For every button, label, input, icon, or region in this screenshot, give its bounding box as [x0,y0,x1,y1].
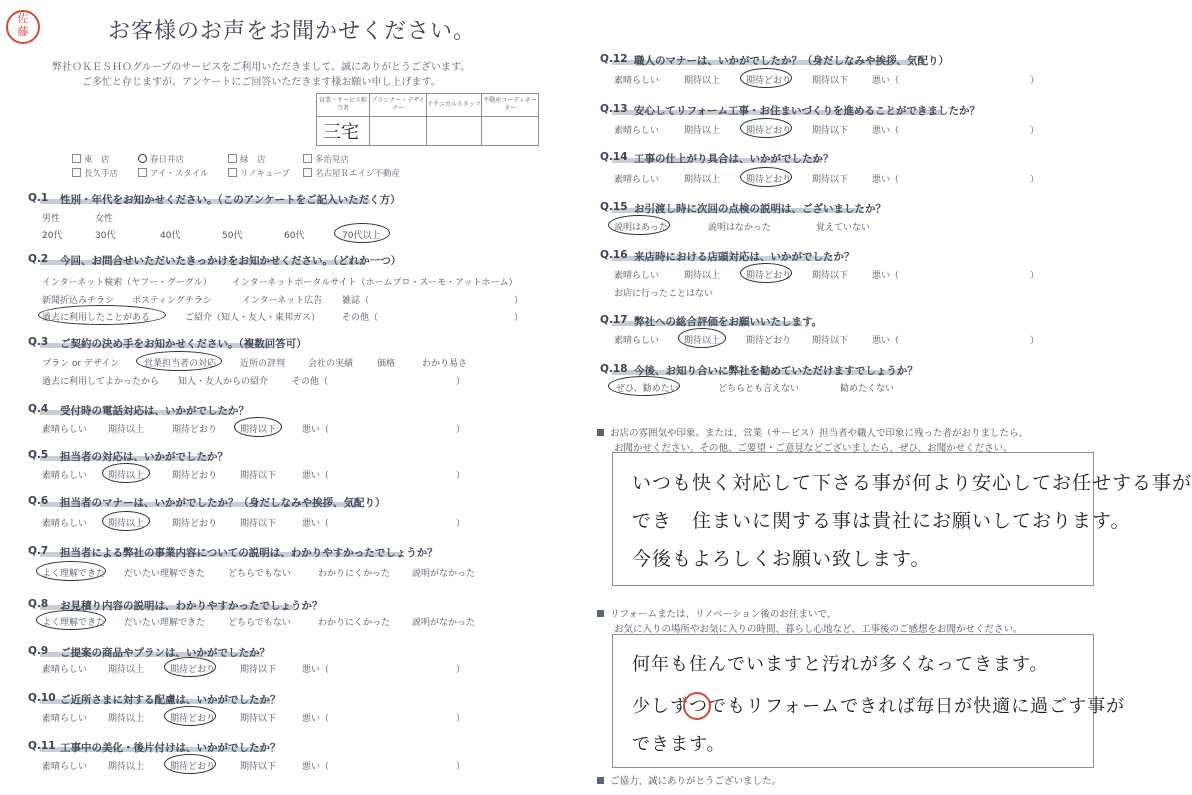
q8-option[interactable]: だいたい理解できた [124,618,206,628]
store-renocube[interactable]: リノキューブ [228,167,290,179]
store-nagakute[interactable]: 長久手店 [72,167,118,179]
q7-option[interactable]: 説明がなかった [412,569,476,579]
q1-option[interactable]: 40代 [160,231,181,241]
selection-circle-icon [38,305,166,325]
q3-option[interactable]: その他（ [292,377,329,387]
q5-option: ） [456,471,466,481]
q13-option[interactable]: 悪い（ [872,126,900,136]
q13-option[interactable]: 期待以上 [684,126,721,136]
q11-option[interactable]: 悪い（ [302,762,330,772]
q16-option[interactable]: 期待以下 [812,271,849,281]
store-midori[interactable]: 緑 店 [228,153,266,165]
q14-option[interactable]: 期待以上 [684,175,721,185]
q12-number: Q.12 [600,53,628,65]
q11-number: Q.11 [28,740,56,752]
q4-option[interactable]: 悪い（ [302,425,330,435]
q5-option[interactable]: 素晴らしい [42,471,88,481]
q4-text: 受付時の電話対応は、いかがでしたか？ [60,405,249,417]
store-istyle[interactable]: アイ・スタイル [138,167,209,179]
q10-option[interactable]: 素晴らしい [42,714,88,724]
q15-option[interactable]: 覚えていない [816,223,871,233]
staff-header-sales: 営業・サービス担当者 [317,94,370,117]
comment1-answer-1: いつも快く対応して下さる事が何より安心してお任せする事が [632,472,1192,494]
bullet-square-icon [597,777,604,784]
staff-header-planner: プランナー・デザイナー [370,94,427,117]
q17-option[interactable]: 素晴らしい [614,336,660,346]
q16-option: ） [1030,271,1040,281]
checkbox-icon [72,154,81,163]
red-circle-mark-icon [683,692,711,720]
q10-option[interactable]: 期待以下 [240,714,277,724]
comment1-answer-2: でき 住まいに関する事は貴社にお願いしております。 [632,510,1131,532]
checkbox-icon [72,168,81,177]
selection-circle-icon [608,376,680,396]
q14-option-selected[interactable]: 期待どおり [746,175,792,185]
q6-text: 担当者のマナーは、いかがでしたか？（身だしなみや挨拶、気配り） [60,497,386,509]
q9-option-selected[interactable]: 期待どおり [170,665,216,675]
q11-text: 工事中の美化・後片付けは、いかがでしたか？ [60,742,281,754]
q17-number: Q.17 [600,314,628,326]
q14-number: Q.14 [600,151,628,163]
q11-option[interactable]: 素晴らしい [42,762,88,772]
q8-option[interactable]: どちらでもない [228,618,291,628]
q11-option[interactable]: 期待以下 [240,762,277,772]
staff-value-sales[interactable]: 三宅 [317,117,370,146]
q9-option[interactable]: 素晴らしい [42,665,88,675]
q8-option-selected[interactable]: よく理解できた [42,618,106,628]
q17-option: ） [1030,336,1040,346]
q12-option: ） [1030,76,1040,86]
q9-option: ） [456,665,466,675]
q13-option-selected[interactable]: 期待どおり [746,126,792,136]
q4-option[interactable]: 期待以上 [108,425,145,435]
store-tajimi[interactable]: 多治見店 [303,153,349,165]
q12-option[interactable]: 期待以下 [812,76,849,86]
q7-option[interactable]: どちらでもない [228,569,291,579]
q5-number: Q.5 [28,449,49,461]
q1-text: 性別・年代をお知かせください。（このアンケートをご記入いただく方） [60,194,401,206]
q10-option-selected[interactable]: 期待どおり [170,714,216,724]
store-east[interactable]: 東 店 [72,153,110,165]
q4-number: Q.4 [28,403,49,415]
q13-number: Q.13 [600,103,628,115]
q8-option[interactable]: わかりにくかった [318,618,391,628]
checked-circle-icon [138,154,147,163]
selection-circle-icon [678,328,726,348]
q7-number: Q.7 [28,545,49,557]
page-title: お客様のお声をお聞かせください。 [108,19,477,44]
q1-number: Q.1 [28,192,49,204]
q3-option[interactable]: 会社の実績 [308,359,354,369]
q8-option[interactable]: 説明がなかった [412,618,476,628]
comment2-answer-3: できます。 [632,734,726,755]
q1-option[interactable]: 女性 [95,214,114,224]
q17-option[interactable]: 期待どおり [746,336,792,346]
q1-option[interactable]: 50代 [222,231,243,241]
q10-option: ） [456,714,466,724]
q17-option-selected[interactable]: 期待以上 [684,336,721,346]
q2-option[interactable]: インターネットポータルサイト（ホームプロ・スーモ・アットホーム） [232,278,518,288]
seal-stamp: 佐 藤 [6,10,40,44]
selection-circle-icon [136,351,222,371]
q7-option-selected[interactable]: よく理解できた [42,569,106,579]
q3-option[interactable]: 近所の評判 [240,359,286,369]
q5-text: 担当者の対応は、いかがでしたか？ [60,451,228,463]
q2-option-selected[interactable]: 過去に利用したことがある [42,313,151,323]
q18-option[interactable]: どちらとも言えない [718,384,800,394]
checkbox-icon [228,154,237,163]
staff-value-technical[interactable] [427,117,482,146]
q15-text: お引渡し時に次回の点検の説明は、ございましたか？ [634,203,886,215]
q9-option[interactable]: 期待以下 [240,665,277,675]
q6-option-selected[interactable]: 期待以上 [108,519,145,529]
q7-text: 担当者による弊社の事業内容についての説明は、わかりやすかったでしょうか？ [60,547,438,559]
q5-option[interactable]: 悪い（ [302,471,330,481]
q14-option: ） [1030,175,1040,185]
q2-option: ） [514,313,524,323]
q6-option[interactable]: 素晴らしい [42,519,88,529]
q2-option[interactable]: ご紹介（知人・友人・東邦ガス） [185,313,321,323]
checkbox-icon [228,168,237,177]
q13-option: ） [1030,126,1040,136]
selection-circle-icon [164,706,216,726]
q3-option-selected[interactable]: 営業担当者の対応 [144,359,217,369]
checkbox-icon [138,168,147,177]
q4-option-selected[interactable]: 期待以下 [240,425,277,435]
q1-option[interactable]: 30代 [95,231,116,241]
q1-option[interactable]: 20代 [42,231,63,241]
q15-option[interactable]: 説明はなかった [708,223,772,233]
selection-circle-icon [36,610,106,630]
bullet-square-icon [597,429,604,436]
selection-circle-icon [740,263,792,283]
footer-thanks: ご協力、誠にありがとうございました。 [597,773,781,787]
store-kasugai[interactable]: 春日井店 [138,153,184,165]
q8-text: お見積り内容の説明は、わかりやすかったでしょうか？ [60,600,323,612]
q9-number: Q.9 [28,645,49,657]
q6-number: Q.6 [28,495,49,507]
q2-option: ） [514,296,524,306]
intro-line-1: 弊社ＯＫＥＳＨＯグループのサービスをご利用いただきまして、誠にありがとうございます。 [52,62,471,73]
q3-option[interactable]: 過去に利用してよかったから [42,377,160,387]
q12-option-selected[interactable]: 期待どおり [746,76,792,86]
q1-option-selected[interactable]: 70代以上 [342,231,381,241]
selection-circle-icon [234,417,282,437]
q16-text: 来店時における店頭対応は、いかがでしたか？ [634,251,855,263]
staff-table [316,93,539,146]
q13-option[interactable]: 素晴らしい [614,126,660,136]
comment1-prompt-2: お聞かせください。その他、ご要望・ご意見などございましたら、ぜひ、お聞かせください。 [614,443,1013,454]
staff-value-realestate[interactable] [482,117,539,146]
q3-option[interactable]: 価格 [377,359,396,369]
q14-text: 工事の仕上がり具合は、いかがでしたか？ [634,153,834,165]
q9-option[interactable]: 悪い（ [302,665,330,675]
q11-option: ） [456,762,466,772]
intro-line-2: ご多忙と存じますが、アンケートにご回答いただきます様お願い申し上げます。 [82,77,441,88]
q10-number: Q.10 [28,692,56,704]
q6-option[interactable]: 期待以下 [240,519,277,529]
q17-option[interactable]: 期待以下 [812,336,849,346]
q17-text: 弊社への総合評価をお願いいたします。 [634,316,823,328]
q3-option[interactable]: わかり易さ [422,359,468,369]
comment2-prompt-1: リフォームまたは、リノベーション後のお住まいで、 [597,606,836,620]
q11-option-selected[interactable]: 期待どおり [170,762,216,772]
q6-option: ） [456,519,466,529]
q5-option-selected[interactable]: 期待以上 [108,471,145,481]
q4-option[interactable]: 素晴らしい [42,425,88,435]
q6-option[interactable]: 期待どおり [172,519,218,529]
selection-circle-icon [740,68,792,88]
q16-option[interactable]: お店に行ったことはない [614,289,714,299]
q16-number: Q.16 [600,249,628,261]
q12-option[interactable]: 期待以上 [684,76,721,86]
q14-option[interactable]: 悪い（ [872,175,900,185]
q3-option[interactable]: 知人・友人からの紹介 [178,377,269,387]
q3-number: Q.3 [28,336,49,348]
selection-circle-icon [102,463,150,483]
staff-header-realestate: 不動産コーディネーター [482,94,539,117]
q17-option[interactable]: 悪い（ [872,336,900,346]
selection-circle-icon [102,511,150,531]
q6-option[interactable]: 悪い（ [302,519,330,529]
q9-option[interactable]: 期待以上 [108,665,145,675]
q10-option[interactable]: 期待以上 [108,714,145,724]
q7-option[interactable]: だいたい理解できた [124,569,206,579]
comment2-prompt-2: お気に入りの場所やお気に入りの時間、暮らし心地など、工事後のご感想をお聞かせください。 [614,624,1023,635]
q11-option[interactable]: 期待以上 [108,762,145,772]
q14-option[interactable]: 期待以下 [812,175,849,185]
selection-circle-icon [164,657,216,677]
q18-option-selected[interactable]: ぜひ、勧めたい [616,384,679,394]
comment1-prompt-1: お店の雰囲気や印象。または、営業（サービス）担当者や職人で印象に残った者がおりましたら、 [597,425,1028,439]
q2-option[interactable]: その他（ [342,313,379,323]
q12-option[interactable]: 悪い（ [872,76,900,86]
checkbox-icon [303,168,312,177]
q2-option[interactable]: インターネット広告 [242,296,323,306]
q3-option[interactable]: プラン or デザイン [42,359,120,369]
comment1-answer-3: 今後もよろしくお願い致します。 [632,548,931,570]
staff-value-planner[interactable] [370,117,427,146]
staff-header-technical: テクニカルスタッフ [427,94,482,117]
q10-text: ご近所さまに対する配慮は、いかがでしたか？ [60,694,281,706]
q15-option-selected[interactable]: 説明はあった [614,223,668,233]
comment2-answer-1: 何年も住んでいますと汚れが多くなってきます。 [632,654,1049,675]
store-nagoya-rage[interactable]: 名古屋Ｒエイジ不動産 [303,167,400,179]
q8-number: Q.8 [28,598,49,610]
selection-circle-icon [740,167,792,187]
q5-option[interactable]: 期待以下 [240,471,277,481]
q18-text: 今後、お知り合いに弊社を勧めていただけますでしょうか？ [634,365,918,377]
q4-option: ） [456,425,466,435]
q16-option-selected[interactable]: 期待どおり [746,271,792,281]
q2-option[interactable]: インターネット検索（ヤフー・グーグル） [42,278,212,288]
q3-text: ご契約の決め手をお知かせください。（複数回答可） [60,338,307,350]
q16-option[interactable]: 期待以上 [684,271,721,281]
q13-option[interactable]: 期待以下 [812,126,849,136]
q7-option[interactable]: わかりにくかった [318,569,391,579]
selection-circle-icon [608,215,670,235]
bullet-square-icon [597,610,604,617]
q10-option[interactable]: 悪い（ [302,714,330,724]
q15-number: Q.15 [600,201,628,213]
q13-text: 安心してリフォーム工事・お住まいづくりを進めることができましたか？ [634,105,980,117]
selection-circle-icon [164,754,216,774]
comment2-answer-2: 少しずつでもリフォームできれば毎日が快適に過ごす事が [632,696,1126,717]
q2-option[interactable]: 雑誌（ [342,296,370,306]
checkbox-icon [303,154,312,163]
q12-option[interactable]: 素晴らしい [614,76,660,86]
q18-number: Q.18 [600,363,628,375]
selection-circle-icon [36,561,106,581]
q2-number: Q.2 [28,253,49,265]
q1-option[interactable]: 60代 [284,231,305,241]
q5-option[interactable]: 期待どおり [172,471,218,481]
selection-circle-icon [334,223,390,243]
q2-option[interactable]: ポスティングチラシ [132,296,212,306]
q18-option[interactable]: 勧めたくない [840,384,895,394]
q16-option[interactable]: 素晴らしい [614,271,660,281]
q9-text: ご提案の商品やプランは、いかがでしたか？ [60,647,270,659]
q1-option[interactable]: 男性 [42,214,61,224]
q14-option[interactable]: 素晴らしい [614,175,660,185]
q3-option: ） [456,377,466,387]
q4-option[interactable]: 期待どおり [172,425,218,435]
q12-text: 職人のマナーは、いかがでしたか？（身だしなみや挨拶、気配り） [634,55,949,67]
q2-text: 今回、お問合せいただいたきっかけをお知かせください。（どれか一つ） [60,255,402,267]
selection-circle-icon [740,118,792,138]
q16-option[interactable]: 悪い（ [872,271,900,281]
q2-option[interactable]: 新聞折込みチラシ [42,296,115,306]
